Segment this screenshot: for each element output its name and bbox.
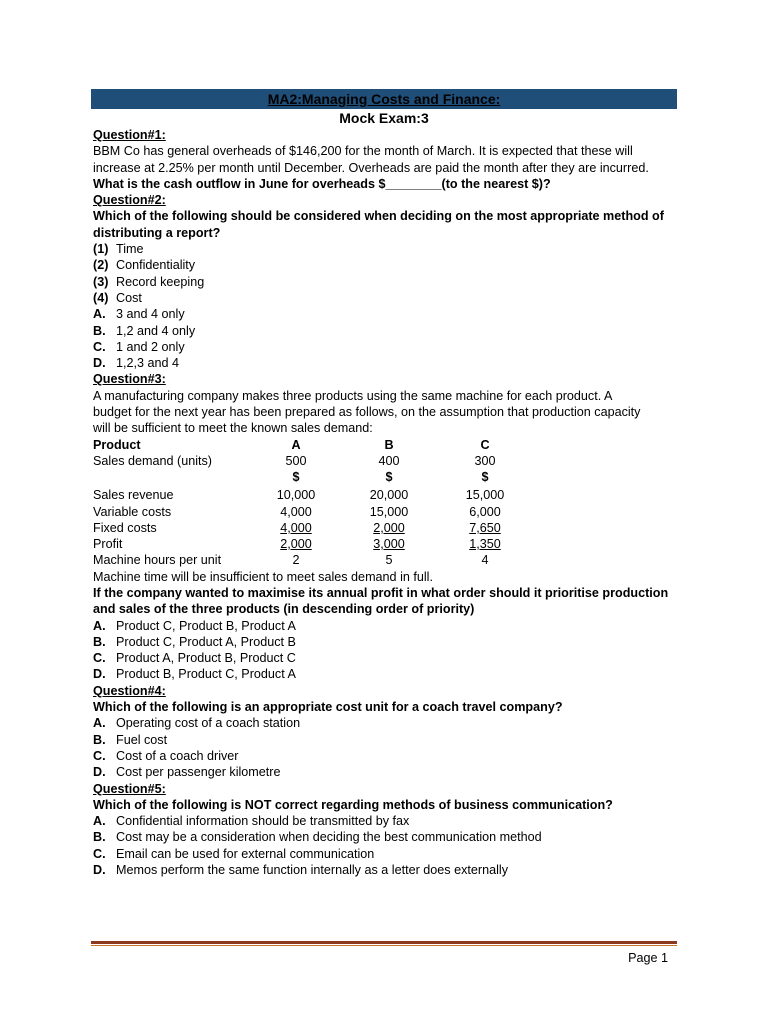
item-key: (3) xyxy=(93,274,109,289)
answer-option xyxy=(93,666,683,682)
option-text: Email can be used for external communication xyxy=(116,846,375,861)
table-cell: A xyxy=(291,437,301,452)
question-heading: Question#4: xyxy=(93,683,166,698)
option-key: D. xyxy=(93,862,106,877)
budget-table xyxy=(93,437,683,567)
document-title: MA2:Managing Costs and Finance: xyxy=(267,91,501,107)
answer-option xyxy=(93,829,683,845)
answer-option xyxy=(93,764,683,780)
question-heading: Question#1: xyxy=(93,128,166,142)
item-text: Record keeping xyxy=(116,274,205,289)
option-key: B. xyxy=(93,634,106,649)
table-cell: 400 xyxy=(378,453,400,468)
list-item xyxy=(93,290,683,306)
list-item xyxy=(93,241,683,257)
question-text-line: A manufacturing company makes three products using the same machine for each product. A xyxy=(93,388,613,403)
table-cell: 10,000 xyxy=(276,487,316,502)
question-1 xyxy=(93,127,683,192)
option-key: C. xyxy=(93,846,106,861)
table-cell: 4 xyxy=(481,552,489,567)
answer-option xyxy=(93,634,683,650)
option-text: Fuel cost xyxy=(116,732,168,747)
question-prompt: Which of the following is NOT correct regarding methods of business communication? xyxy=(93,797,613,812)
table-cell: 15,000 xyxy=(369,504,409,519)
table-cell: 7,650 xyxy=(469,520,501,535)
exam-content xyxy=(93,127,683,878)
option-text: Confidential information should be transmitted by fax xyxy=(116,814,410,829)
option-key: A. xyxy=(93,618,106,633)
footer-divider xyxy=(91,941,677,944)
answer-option xyxy=(93,355,683,371)
answer-option xyxy=(93,618,683,634)
question-heading: Question#5: xyxy=(93,781,166,796)
answer-option xyxy=(93,732,683,748)
option-text: Cost per passenger kilometre xyxy=(116,765,281,780)
table-cell: Product xyxy=(93,437,141,452)
option-text: Product C, Product A, Product B xyxy=(116,634,296,649)
footer-divider-thin xyxy=(91,945,677,946)
answer-option xyxy=(93,339,683,355)
question-2 xyxy=(93,192,683,371)
option-key: B. xyxy=(93,830,106,845)
answer-option xyxy=(93,323,683,339)
table-cell: $ xyxy=(481,469,489,484)
option-text: Operating cost of a coach station xyxy=(116,716,301,731)
option-text: Memos perform the same function internally as a letter does externally xyxy=(116,862,508,877)
option-key: C. xyxy=(93,748,106,763)
table-cell: 1,350 xyxy=(469,536,501,551)
option-text: Product C, Product B, Product A xyxy=(116,618,296,633)
answer-option xyxy=(93,862,683,878)
table-cell: $ xyxy=(385,469,393,484)
question-text-line: budget for the next year has been prepared as follows, on the assumption that production capacity xyxy=(93,405,641,420)
table-row xyxy=(93,552,683,568)
question-4 xyxy=(93,683,683,781)
question-5 xyxy=(93,781,683,879)
item-key: (2) xyxy=(93,258,109,273)
question-prompt: Which of the following is an appropriate cost unit for a coach travel company? xyxy=(93,700,563,715)
item-text: Time xyxy=(116,242,144,257)
option-text: Product A, Product B, Product C xyxy=(116,651,296,666)
question-prompt: Which of the following should be considered when deciding on the most appropriate method of xyxy=(93,209,664,224)
option-text: Cost may be a consideration when deciding the best communication method xyxy=(116,830,542,845)
question-3 xyxy=(93,371,683,682)
table-cell: C xyxy=(480,437,490,452)
answer-option xyxy=(93,650,683,666)
table-cell: 300 xyxy=(474,453,496,468)
table-row xyxy=(93,469,683,485)
table-cell: 6,000 xyxy=(469,504,501,519)
table-cell: B xyxy=(384,437,394,452)
table-row xyxy=(93,504,683,520)
option-text: 1 and 2 only xyxy=(116,339,185,354)
table-cell: 15,000 xyxy=(465,487,505,502)
table-cell: $ xyxy=(292,469,300,484)
table-cell: 5 xyxy=(385,552,393,567)
option-text: 3 and 4 only xyxy=(116,307,185,322)
answer-option xyxy=(93,306,683,322)
option-key: A. xyxy=(93,307,106,322)
table-row xyxy=(93,520,683,536)
list-item xyxy=(93,257,683,273)
table-cell: 4,000 xyxy=(280,504,312,519)
page-number: Page 1 xyxy=(628,951,668,965)
table-cell: 2,000 xyxy=(280,536,312,551)
item-key: (1) xyxy=(93,242,109,257)
table-cell: 3,000 xyxy=(373,536,405,551)
option-key: A. xyxy=(93,814,106,829)
table-cell: Sales demand (units) xyxy=(93,453,213,468)
option-key: B. xyxy=(93,732,106,747)
list-item xyxy=(93,274,683,290)
option-text: Product B, Product C, Product A xyxy=(116,667,296,682)
table-row xyxy=(93,536,683,552)
question-prompt: distributing a report? xyxy=(93,225,221,240)
item-text: Cost xyxy=(116,290,142,305)
question-heading: Question#2: xyxy=(93,193,166,208)
option-key: D. xyxy=(93,667,106,682)
table-cell: 20,000 xyxy=(369,487,409,502)
question-text-line: increase at 2.25% per month until December. Overheads are paid the month after they are incurred. xyxy=(93,160,649,175)
table-cell: Variable costs xyxy=(93,504,172,519)
table-cell: 2,000 xyxy=(373,520,405,535)
question-prompt: If the company wanted to maximise its annual profit in what order should it prioritise production xyxy=(93,585,669,600)
answer-option xyxy=(93,846,683,862)
table-cell: 2 xyxy=(292,552,300,567)
table-cell: Sales revenue xyxy=(93,487,174,502)
question-text-line: will be sufficient to meet the known sales demand: xyxy=(93,421,373,436)
item-key: (4) xyxy=(93,290,109,305)
option-text: 1,2,3 and 4 xyxy=(116,356,180,371)
title-banner xyxy=(91,89,677,109)
document-subtitle: Mock Exam:3 xyxy=(339,110,429,126)
option-key: C. xyxy=(93,339,106,354)
question-prompt: What is the cash outflow in June for overheads $________(to the nearest $)? xyxy=(93,176,551,191)
option-key: D. xyxy=(93,356,106,371)
table-cell: 500 xyxy=(285,453,307,468)
question-text-line: BBM Co has general overheads of $146,200 for the month of March. It is expected that these will xyxy=(93,144,633,159)
question-prompt: and sales of the three products (in descending order of priority) xyxy=(93,602,475,617)
option-key: A. xyxy=(93,716,106,731)
question-heading: Question#3: xyxy=(93,372,166,387)
table-row xyxy=(93,453,683,469)
option-key: C. xyxy=(93,651,106,666)
option-key: B. xyxy=(93,323,106,338)
option-text: Cost of a coach driver xyxy=(116,748,239,763)
answer-option xyxy=(93,813,683,829)
table-cell: Profit xyxy=(93,536,123,551)
answer-option xyxy=(93,748,683,764)
answer-option xyxy=(93,715,683,731)
option-text: 1,2 and 4 only xyxy=(116,323,196,338)
option-key: D. xyxy=(93,765,106,780)
item-text: Confidentiality xyxy=(116,258,196,273)
table-cell: 4,000 xyxy=(280,520,312,535)
question-text-line: Machine time will be insufficient to meet sales demand in full. xyxy=(93,569,433,584)
table-cell: Fixed costs xyxy=(93,520,157,535)
table-cell: Machine hours per unit xyxy=(93,552,222,567)
table-header-row xyxy=(93,437,683,453)
table-row xyxy=(93,487,683,503)
